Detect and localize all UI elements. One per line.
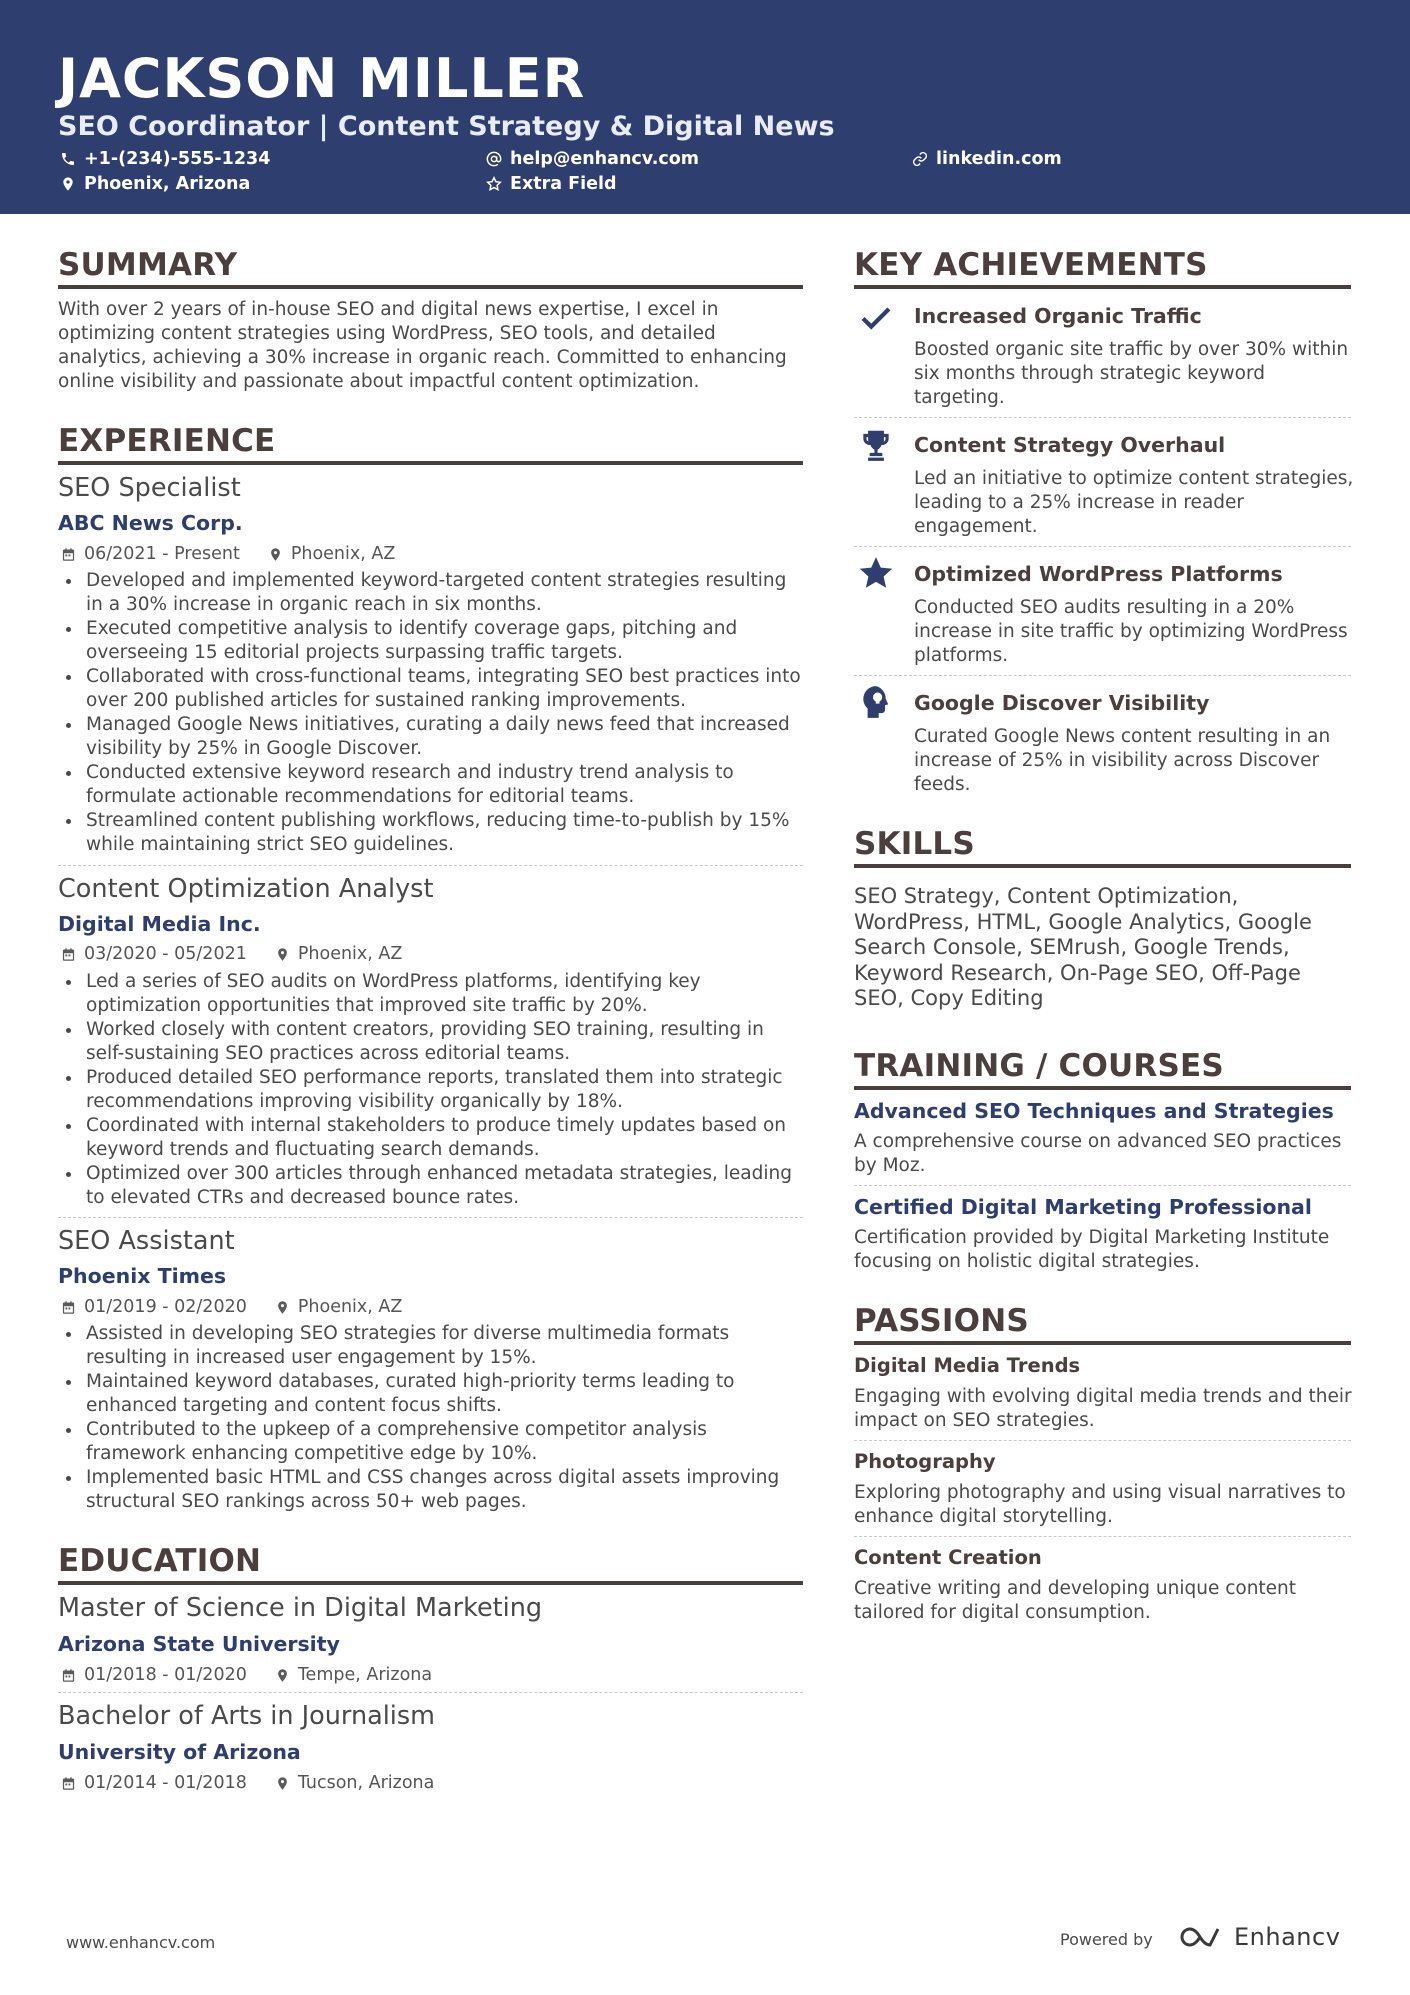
location-text: Phoenix, Arizona: [84, 174, 251, 194]
location-pin-icon: [275, 1668, 290, 1683]
candidate-headline: SEO Coordinator | Content Strategy & Digital News: [58, 111, 835, 142]
achievement-text: Conducted SEO audits resulting in a 20% increase in site traffic by optimizing WordPress platforms.: [914, 597, 1348, 666]
degree-title: Bachelor of Arts in Journalism: [58, 1701, 436, 1731]
job-bullet: Produced detailed SEO performance reports, translated them into strategic recommendations improving visibility organically by 18%.: [58, 1066, 803, 1114]
at-sign-icon: [486, 151, 502, 167]
extra-text: Extra Field: [510, 174, 617, 194]
education-rule: [58, 1581, 803, 1585]
skills-text: SEO Strategy, Content Optimization, WordPress, HTML, Google Analytics, Google Search Console, SEMrush, Google Trends, Keyword Research, On-Page SEO, Off-Page SEO, Copy Editing: [854, 884, 1312, 1010]
job-bullet: Implemented basic HTML and CSS changes across digital assets improving structural SEO rankings across 50+ web pages.: [58, 1466, 803, 1514]
calendar-icon: [61, 1668, 76, 1683]
job-bullet: Worked closely with content creators, providing SEO training, resulting in self-sustaining SEO practices across editorial teams.: [58, 1018, 803, 1066]
education-dates: 01/2018 - 01/2020: [84, 1665, 247, 1685]
calendar-icon: [61, 1300, 76, 1315]
job-meta: [61, 543, 395, 565]
experience-heading: EXPERIENCE: [58, 423, 276, 459]
job-bullet: Maintained keyword databases, curated high-priority terms leading to enhanced targeting and content focus shifts.: [58, 1370, 803, 1418]
education-meta: [61, 1664, 432, 1686]
job-bullet: Executed competitive analysis to identify coverage gaps, pitching and overseeing 15 editorial projects surpassing traffic targets.: [58, 617, 803, 665]
achievement-title: Optimized WordPress Platforms: [914, 562, 1283, 586]
course-text: A comprehensive course on advanced SEO practices by Moz.: [854, 1131, 1342, 1176]
divider: [854, 417, 1351, 418]
calendar-icon: [61, 547, 76, 562]
job-bullet: Coordinated with internal stakeholders to produce timely updates based on keyword trends and fluctuating search demands.: [58, 1114, 803, 1162]
resume-header: [0, 0, 1410, 214]
job-location: Phoenix, AZ: [297, 944, 403, 964]
experience-rule: [58, 461, 803, 465]
passion-title: Digital Media Trends: [854, 1354, 1081, 1377]
divider: [854, 1440, 1351, 1441]
divider: [854, 546, 1351, 547]
achievement-title: Google Discover Visibility: [914, 691, 1210, 715]
footer-website[interactable]: www.enhancv.com: [66, 1933, 216, 1952]
divider: [854, 1185, 1351, 1186]
education-dates: 01/2014 - 01/2018: [84, 1773, 247, 1793]
job-meta: [61, 943, 402, 965]
achievement-text: Led an initiative to optimize content strategies, leading to a 25% increase in reader engagement.: [914, 468, 1354, 537]
location-pin-icon: [275, 947, 290, 962]
divider: [58, 1692, 803, 1693]
checkmark-icon: [857, 298, 895, 336]
email-text: help@enhancv.com: [510, 149, 700, 169]
course-text: Certification provided by Digital Marketing Institute focusing on holistic digital strategies.: [854, 1227, 1330, 1272]
job-bullet: Conducted extensive keyword research and industry trend analysis to formulate actionable recommendations for editorial teams.: [58, 761, 803, 809]
phone-icon: [60, 151, 76, 167]
contact-location: [60, 172, 250, 196]
job-role: SEO Specialist: [58, 473, 241, 503]
education-location: Tucson, Arizona: [297, 1773, 435, 1793]
summary-text: With over 2 years of in-house SEO and digital news expertise, I excel in optimizing content strategies using WordPress, SEO tools, and detailed analytics, achieving a 30% increase in organic reach. Committed to enhancing online visibility and passionate about impactful content optimization.: [58, 299, 787, 392]
calendar-icon: [61, 947, 76, 962]
job-bullet: Managed Google News initiatives, curating a daily news feed that increased visibility by 25% in Google Discover.: [58, 713, 803, 761]
education-heading: EDUCATION: [58, 1543, 262, 1579]
phone-text: +1-(234)-555-1234: [84, 149, 271, 169]
summary-rule: [58, 285, 803, 289]
training-rule: [854, 1086, 1351, 1090]
job-dates: 01/2019 - 02/2020: [84, 1297, 247, 1317]
star-icon: [857, 554, 895, 592]
job-bullet: Developed and implemented keyword-targeted content strategies resulting in a 30% increase in organic reach in six months.: [58, 569, 803, 617]
enhancv-logo[interactable]: [1180, 1922, 1340, 1952]
job-dates: 03/2020 - 05/2021: [84, 944, 247, 964]
passion-text: Exploring photography and using visual narratives to enhance digital storytelling.: [854, 1482, 1346, 1527]
job-role: Content Optimization Analyst: [58, 874, 434, 904]
passion-title: Photography: [854, 1450, 996, 1473]
summary-heading: SUMMARY: [58, 247, 238, 283]
passions-heading: PASSIONS: [854, 1303, 1029, 1339]
divider: [854, 675, 1351, 676]
linkedin-text: linkedin.com: [936, 149, 1062, 169]
contact-email[interactable]: [486, 147, 699, 171]
passion-text: Creative writing and developing unique content tailored for digital consumption.: [854, 1578, 1297, 1623]
location-pin-icon: [275, 1300, 290, 1315]
job-bullet: Led a series of SEO audits on WordPress platforms, identifying key optimization opportunities that improved site traffic by 20%.: [58, 970, 803, 1018]
enhancv-logo-icon: [1180, 1922, 1226, 1952]
job-dates: 06/2021 - Present: [84, 544, 240, 564]
passions-rule: [854, 1341, 1351, 1345]
passion-text: Engaging with evolving digital media trends and their impact on SEO strategies.: [854, 1386, 1352, 1431]
job-meta: [61, 1296, 402, 1318]
job-role: SEO Assistant: [58, 1226, 235, 1256]
job-bullet: Collaborated with cross-functional teams, integrating SEO best practices into over 200 published articles for sustained ranking improvements.: [58, 665, 803, 713]
achievement-text: Boosted organic site traffic by over 30% within six months through strategic keyword targeting.: [914, 339, 1349, 408]
divider: [58, 1217, 803, 1218]
achievement-title: Content Strategy Overhaul: [914, 433, 1226, 457]
course-title: Certified Digital Marketing Professional: [854, 1195, 1312, 1219]
education-meta: [61, 1772, 434, 1794]
job-bullet: Streamlined content publishing workflows, reducing time-to-publish by 15% while maintaining strict SEO guidelines.: [58, 809, 803, 857]
job-bullet: Contributed to the upkeep of a comprehensive competitor analysis framework enhancing competitive edge by 10%.: [58, 1418, 803, 1466]
achievements-heading: KEY ACHIEVEMENTS: [854, 247, 1208, 283]
footer-powered-by: Powered by: [1060, 1930, 1153, 1949]
job-company: Digital Media Inc.: [58, 912, 261, 936]
location-pin-icon: [60, 176, 76, 192]
location-pin-icon: [275, 1776, 290, 1791]
skills-heading: SKILLS: [854, 826, 975, 862]
passion-title: Content Creation: [854, 1546, 1042, 1569]
job-bullets: [58, 1322, 803, 1514]
star-outline-icon: [486, 176, 502, 192]
enhancv-brand-text: Enhancv: [1234, 1923, 1341, 1951]
school-name: Arizona State University: [58, 1632, 340, 1656]
achievements-rule: [854, 285, 1351, 289]
calendar-icon: [61, 1776, 76, 1791]
divider: [854, 1536, 1351, 1537]
location-pin-icon: [268, 547, 283, 562]
achievement-text: Curated Google News content resulting in an increase of 25% in visibility across Discover feeds.: [914, 726, 1331, 795]
job-company: Phoenix Times: [58, 1264, 227, 1288]
course-title: Advanced SEO Techniques and Strategies: [854, 1099, 1334, 1123]
job-location: Phoenix, AZ: [297, 1297, 403, 1317]
achievement-title: Increased Organic Traffic: [914, 304, 1202, 328]
divider: [58, 865, 803, 866]
school-name: University of Arizona: [58, 1740, 301, 1764]
job-bullet: Optimized over 300 articles through enhanced metadata strategies, leading to elevated CTRs and decreased bounce rates.: [58, 1162, 803, 1210]
contact-extra: [486, 172, 617, 196]
job-company: ABC News Corp.: [58, 511, 243, 535]
skills-rule: [854, 864, 1351, 868]
trophy-icon: [857, 426, 895, 464]
job-bullet: Assisted in developing SEO strategies for diverse multimedia formats resulting in increased user engagement by 15%.: [58, 1322, 803, 1370]
degree-title: Master of Science in Digital Marketing: [58, 1593, 543, 1623]
link-icon: [912, 151, 928, 167]
education-location: Tempe, Arizona: [297, 1665, 433, 1685]
training-heading: TRAINING / COURSES: [854, 1048, 1224, 1084]
contact-linkedin[interactable]: [912, 147, 1062, 171]
job-location: Phoenix, AZ: [290, 544, 396, 564]
head-idea-icon: [857, 683, 895, 721]
candidate-name: JACKSON MILLER: [58, 47, 586, 110]
job-bullets: [58, 569, 803, 857]
contact-phone[interactable]: [60, 147, 270, 171]
job-bullets: [58, 970, 803, 1210]
